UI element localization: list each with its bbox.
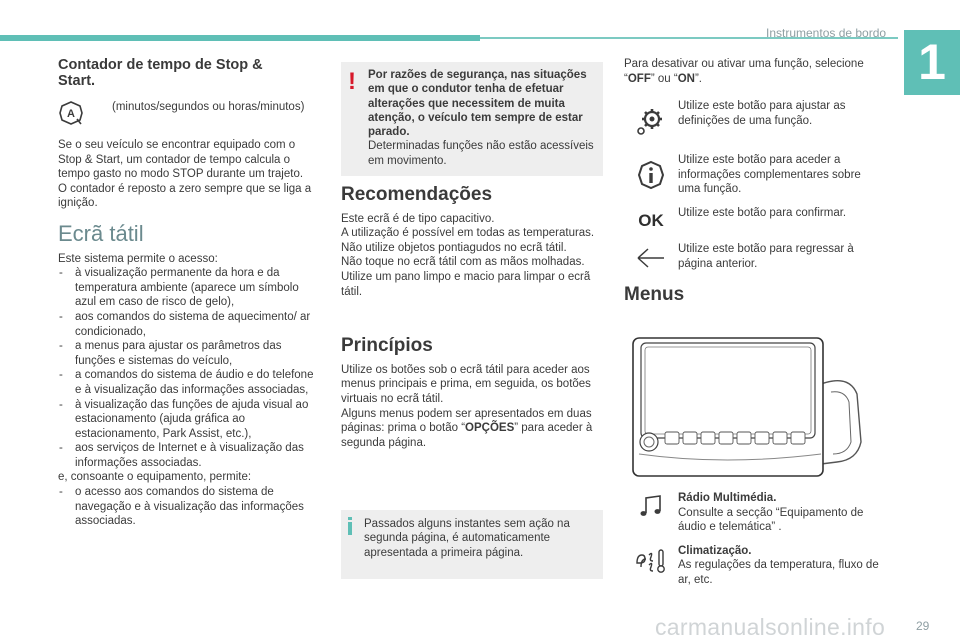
options-label: OPÇÕES xyxy=(465,422,515,435)
warning-box xyxy=(341,62,603,176)
disable-text-a: Para desativar ou ativar uma função, selecione “ xyxy=(624,58,864,85)
back-arrow-icon xyxy=(624,242,678,272)
touch-mid: e, consoante o equipamento, permite: xyxy=(58,471,252,484)
stop-start-paragraph-2: O contador é reposto a zero sempre que se liga a ignição. xyxy=(58,182,312,210)
list-item: - o acesso aos comandos do sistema de navegação e à visualização das informações associadas. xyxy=(58,485,320,529)
menu-item-climate xyxy=(624,544,886,588)
warning-exclamation-icon: ! xyxy=(348,68,356,95)
info-i-icon xyxy=(348,517,352,535)
warning-text: Determinadas funções não estão acessíveis em movimento. xyxy=(368,140,594,167)
list-item: - a comandos do sistema de áudio e do telefone e à visualização das informações associadas, xyxy=(58,368,320,397)
button-row-ok xyxy=(624,206,886,236)
ok-button-text: Utilize este botão para confirmar. xyxy=(678,207,847,220)
column-right xyxy=(624,57,886,306)
touch-list xyxy=(58,266,320,470)
touch-screen-title: Ecrã tátil xyxy=(58,220,144,246)
list-item: - à visualização permanente da hora e da temperatura ambiente (aparece um símbolo azul em caso de risco de gelo), xyxy=(58,266,320,310)
ok-icon: OK xyxy=(638,210,664,230)
on-label: ON xyxy=(677,72,695,85)
stop-start-row xyxy=(58,100,320,126)
off-label: OFF xyxy=(627,72,651,85)
back-button-text: Utilize este botão para regressar à página anterior. xyxy=(678,243,854,270)
principles-text-a: Alguns menus podem ser apresentados em duas páginas: prima o botão “ xyxy=(341,407,592,435)
info-icon xyxy=(624,153,678,197)
svg-text:A: A xyxy=(67,108,75,120)
touchscreen-illustration xyxy=(625,330,887,480)
warning-text-block xyxy=(368,68,598,168)
settings-gear-icon xyxy=(624,99,678,143)
rec-paragraph: Não toque no ecrã tátil com as mãos molhadas. xyxy=(341,256,585,269)
menu-item-title: Rádio Multimédia. xyxy=(678,492,777,504)
principles-paragraph-1: Utilize os botões sob o ecrã tátil para aceder aos menus principais e prima, em seguida, os botões virtuais no ecrã tátil. xyxy=(341,363,591,405)
column-middle xyxy=(341,184,603,450)
button-row-info xyxy=(624,153,886,197)
stop-start-title: Contador de tempo de Stop & Start. xyxy=(58,57,263,89)
button-row-back xyxy=(624,242,886,272)
disable-text-c: ”. xyxy=(694,72,702,85)
column-left xyxy=(58,57,320,529)
watermark: carmanualsonline.info xyxy=(655,614,886,640)
principles-text-b: ” para aceder à segunda página. xyxy=(341,422,593,449)
menus-title: Menus xyxy=(624,284,685,306)
list-item: - aos serviços de Internet e à visualização das informações associadas. xyxy=(58,441,320,470)
header-accent-bar xyxy=(0,35,480,41)
rec-paragraph: Não utilize objetos pontiagudos no ecrã tátil. xyxy=(341,241,567,254)
chapter-number: 1 xyxy=(918,34,946,90)
menus-list xyxy=(624,491,886,588)
warning-bold-text: Por razões de segurança, nas situações em que o condutor tenha de efetuar alterações que necessitem de muita atenção, o veículo tem sempre de estar parado. xyxy=(368,69,587,139)
stop-start-paragraph-1: Se o seu veículo se encontrar equipado com o Stop & Start, um contador de tempo calcula o tempo gasto no modo STOP durante um trajeto. xyxy=(58,139,304,181)
disable-text-b: ” ou “ xyxy=(650,72,678,85)
header-section-title: Instrumentos de bordo xyxy=(766,26,887,40)
principles-title: Princípios xyxy=(341,335,433,357)
rec-paragraph: A utilização é possível em todas as temperaturas. xyxy=(341,227,595,240)
list-item: - à visualização das funções de ajuda visual ao estacionamento (ajuda gráfica ao estacionamento, Park Assist, etc.), xyxy=(58,398,320,442)
principles-paragraph-2 xyxy=(341,407,603,451)
music-note-icon xyxy=(624,491,678,521)
button-row-settings xyxy=(624,99,886,143)
page-number: 29 xyxy=(916,619,930,633)
rec-paragraph: Este ecrã é de tipo capacitivo. xyxy=(341,212,495,225)
menu-item-description: Consulte a secção “Equipamento de áudio e telemática” . xyxy=(678,506,864,534)
stop-start-unit: (minutos/segundos ou horas/minutos) xyxy=(112,101,305,113)
recommendations-title: Recomendações xyxy=(341,184,493,205)
chapter-tab xyxy=(904,30,960,95)
list-item: - a menus para ajustar os parâmetros das funções e sistemas do veículo, xyxy=(58,339,320,368)
info-box xyxy=(341,510,603,579)
menu-item-title: Climatização. xyxy=(678,544,752,557)
stop-start-a-icon xyxy=(58,100,104,126)
info-button-text: Utilize este botão para aceder a informações complementares sobre uma função. xyxy=(678,154,861,196)
settings-button-text: Utilize este botão para ajustar as definições de uma função. xyxy=(678,100,846,127)
rec-paragraph: Utilize um pano limpo e macio para limpar o ecrã tátil. xyxy=(341,270,591,298)
disable-paragraph xyxy=(624,57,886,86)
touch-intro: Este sistema permite o acesso: xyxy=(58,252,218,265)
menu-item-text xyxy=(678,544,883,588)
menu-item-radio xyxy=(624,491,886,535)
info-text: Passados alguns instantes sem ação na segunda página, é automaticamente apresentada a primeira página. xyxy=(364,518,570,559)
menu-item-text xyxy=(678,491,883,535)
menu-item-description: As regulações da temperatura, fluxo de ar, etc. xyxy=(678,559,879,586)
list-item: - aos comandos do sistema de aquecimento/ ar condicionado, xyxy=(58,310,320,339)
touch-list-2 xyxy=(58,485,320,529)
climate-icon xyxy=(624,544,678,578)
